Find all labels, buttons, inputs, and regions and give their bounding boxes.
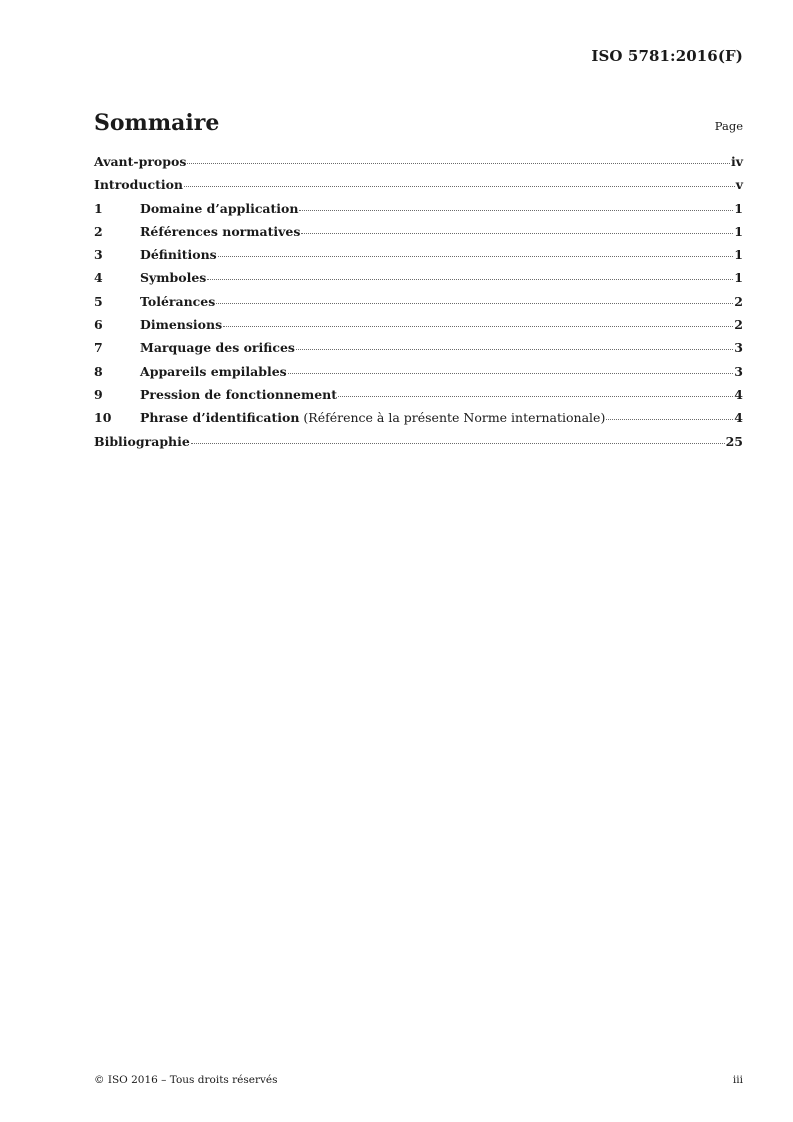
toc-entry-page: 2 [734,293,743,309]
toc-entry-page: v [735,177,743,193]
toc-entry-page: 2 [734,317,743,333]
toc-entry-number: 1 [94,200,103,216]
toc-entry-title: Phrase d’identification [140,410,300,426]
toc-entry-page: 1 [734,223,743,239]
toc-entry-10[interactable] [94,410,743,433]
page-column-label: Page [714,119,743,133]
toc-entry-title: Dimensions [140,317,223,333]
toc-entry-9[interactable] [94,387,743,410]
document-identifier: ISO 5781:2016(F) [591,47,743,65]
dot-leader [223,326,733,327]
toc-entry-title: Appareils empilables [140,363,287,379]
toc-entry-6[interactable] [94,317,743,340]
toc-entry-title: Références normatives [140,223,301,239]
dot-leader [187,163,730,164]
dot-leader [207,279,733,280]
toc-entry-page: 4 [734,386,743,402]
dot-leader [301,233,733,234]
dot-leader [191,443,725,444]
toc-entry-title: Définitions [140,247,217,263]
toc-entry-number: 9 [94,386,103,402]
toc-entry-5[interactable] [94,294,743,317]
toc-entry-page: 3 [734,340,743,356]
toc-entry-number: 6 [94,317,103,333]
toc-entry-title: Marquage des orifices [140,340,295,356]
toc-entry-number: 2 [94,223,103,239]
toc-heading [94,110,743,140]
toc-entry-7[interactable] [94,340,743,363]
toc-entry-2[interactable] [94,224,743,247]
toc-entry-4[interactable] [94,270,743,293]
toc-entry-page: iv [730,154,743,169]
dot-leader [218,256,734,257]
toc-entry-number: 4 [94,270,103,286]
table-of-contents [94,154,743,457]
toc-entry-bibliographie[interactable] [94,434,743,457]
toc-entry-number: 10 [94,410,112,426]
toc-entry-title: Domaine d’application [140,200,299,216]
toc-entry-page: 25 [725,433,743,449]
toc-entry-title: Introduction [94,177,184,193]
dot-leader [338,396,733,397]
toc-entry-title: Symboles [140,270,207,286]
toc-entry-number: 3 [94,247,103,263]
toc-entry-page: 4 [734,410,743,426]
dot-leader [299,210,733,211]
toc-entry-title-group [140,410,605,425]
dot-leader [606,419,733,420]
toc-entry-title: Avant-propos [94,154,187,169]
toc-entry-number: 7 [94,340,103,356]
toc-entry-introduction[interactable] [94,177,743,200]
toc-entry-avant-propos[interactable] [94,154,743,177]
toc-entry-page: 1 [734,270,743,286]
toc-entry-number: 8 [94,363,103,379]
toc-title: Sommaire [94,110,220,136]
dot-leader [216,303,733,304]
toc-entry-title: Bibliographie [94,433,190,449]
toc-entry-1[interactable] [94,201,743,224]
toc-entry-8[interactable] [94,364,743,387]
toc-entry-page: 3 [734,363,743,379]
dot-leader [296,349,733,350]
toc-entry-3[interactable] [94,247,743,270]
footer-copyright: © ISO 2016 – Tous droits réservés [94,1074,278,1086]
toc-entry-title: Pression de fonctionnement [140,386,338,402]
footer-page-number: iii [732,1074,743,1086]
toc-entry-page: 1 [734,200,743,216]
toc-entry-title: Tolérances [140,293,216,309]
toc-entry-page: 1 [734,247,743,263]
dot-leader [184,186,735,187]
toc-entry-number: 5 [94,293,103,309]
dot-leader [288,373,734,374]
toc-entry-subtitle: (Référence à la présente Norme internationale) [303,410,606,426]
